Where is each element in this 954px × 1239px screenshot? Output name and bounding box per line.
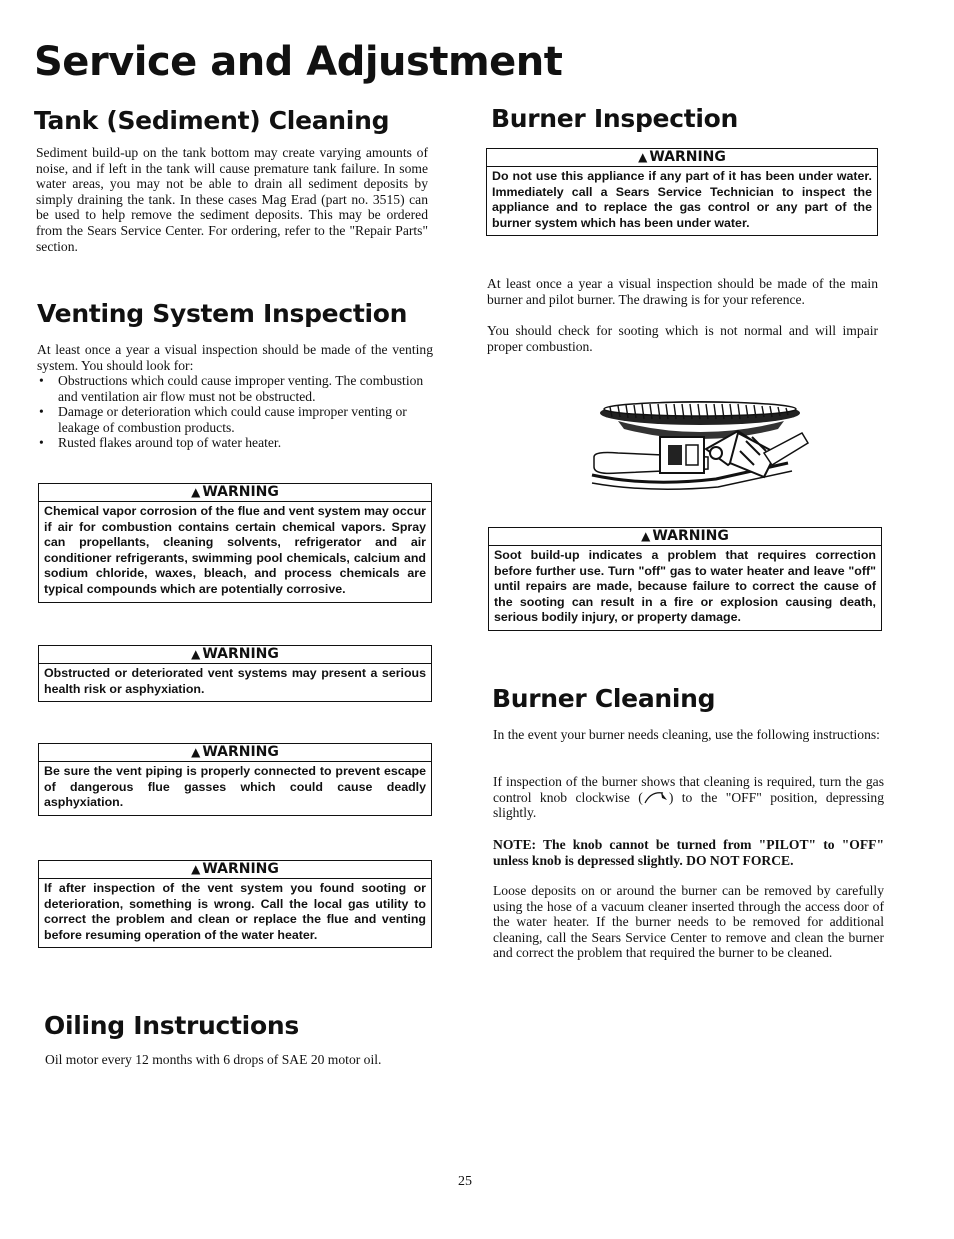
venting-check-item: • Rusted flakes around top of water heater. [37,435,435,451]
burner-cleaning-para2: If inspection of the burner shows that cleaning is required, turn the gas control knob clockwise ( ) to the "OFF" position, depressing slightly. [493,774,884,821]
warning-header: ▲ WARNING [39,646,431,664]
oiling-text: Oil motor every 12 months with 6 drops of SAE 20 motor oil. [45,1052,382,1067]
warning-box-sooting [38,860,432,948]
warning-triangle-icon: ▲ [638,150,648,164]
tank-cleaning-text: Sediment build-up on the tank bottom may create varying amounts of noise, and if left in the tank will cause premature tank failure. In some water areas, you may not be able to drain all sediment deposits by simply draining the tank. In these cases Mag Erad (part no. 3515) can be used to help remove the sediment deposits. This may be ordered from the Sears Service Center. For ordering, refer to the "Repair Parts" section. [36,145,428,254]
venting-check-item: • Damage or deterioration which could cause improper venting or leakage of combustion products. [37,404,435,435]
oiling-heading: Oiling Instructions [44,1011,299,1040]
tank-cleaning-heading: Tank (Sediment) Cleaning [34,106,390,135]
burner-cleaning-para3: Loose deposits on or around the burner can be removed by carefully using the hose of a vacuum cleaner inserted through the access door of the water heater. If the burner needs to be removed for additional cleaning, call the Sears Service Center to remove and clean the burner and correct the problem that required the burner to be cleaned. [493,883,884,961]
burner-inspection-para1: At least once a year a visual inspection should be made of the main burner and pilot burner. The drawing is for your reference. [487,276,878,307]
warning-triangle-icon: ▲ [191,745,201,759]
warning-header: ▲ WARNING [39,861,431,879]
burner-cleaning-para1: In the event your burner needs cleaning, use the following instructions: [493,727,880,742]
warning-header: ▲ WARNING [39,744,431,762]
burner-cleaning-note: NOTE: The knob cannot be turned from "PILOT" to "OFF" unless knob is depressed slightly. DO NOT FORCE. [493,837,884,868]
venting-intro: At least once a year a visual inspection should be made of the venting system. You should look for: [37,342,433,373]
burner-assembly-drawing [588,393,810,505]
warning-box-chemical-vapor [38,483,432,603]
warning-box-vent-piping [38,743,432,816]
warning-header: ▲ WARNING [487,149,877,167]
venting-checklist [37,373,435,451]
warning-text: Chemical vapor corrosion of the flue and vent system may occur if air for combustion contains certain chemical vapors. Spray can propellants, cleaning solvents, refrigerator and air conditioner refrigerants, swimming pool chemicals, calcium and sodium chloride, waxes, bleach, and process chemicals are typical compounds which are potentially corrosive. [44,504,426,596]
warning-text: Obstructed or deteriorated vent systems may present a serious health risk or asphyxiation. [44,666,426,696]
page-title: Service and Adjustment [34,39,563,85]
venting-check-item: • Obstructions which could cause improper venting. The combustion and ventilation air flow must not be obstructed. [37,373,435,404]
burner-cleaning-heading: Burner Cleaning [492,684,716,713]
warning-text: Soot build-up indicates a problem that requires correction before further use. Turn "off" gas to water heater and leave "off" until repairs are made, because failure to correct the cause of the sooting can result in a fire or explosion causing death, serious bodily injury, or property damage. [494,548,876,625]
warning-text: Do not use this appliance if any part of it has been under water. Immediately call a Sears Service Technician to inspect the appliance and to replace the gas control or any part of the burner system which has been under water. [492,169,872,230]
warning-triangle-icon: ▲ [641,529,651,543]
warning-header: ▲ WARNING [489,528,881,546]
warning-triangle-icon: ▲ [191,485,201,499]
burner-inspection-heading: Burner Inspection [491,104,739,133]
warning-text: Be sure the vent piping is properly connected to prevent escape of dangerous flue gasses which could cause deadly asphyxiation. [44,764,426,810]
warning-box-water-damage [486,148,878,236]
warning-triangle-icon: ▲ [191,647,201,661]
page-number: 25 [458,1174,472,1189]
clockwise-arrow-icon [643,790,669,804]
venting-heading: Venting System Inspection [37,299,408,328]
warning-text: If after inspection of the vent system you found sooting or deterioration, something is wrong. Call the local gas utility to correct the problem and clean or replace the flue and venting before resuming operation of the water heater. [44,881,426,942]
warning-header: ▲ WARNING [39,484,431,502]
warning-box-vent-obstruction [38,645,432,702]
warning-triangle-icon: ▲ [191,862,201,876]
burner-inspection-para2: You should check for sooting which is not normal and will impair proper combustion. [487,323,878,354]
warning-box-soot-buildup [488,527,882,631]
